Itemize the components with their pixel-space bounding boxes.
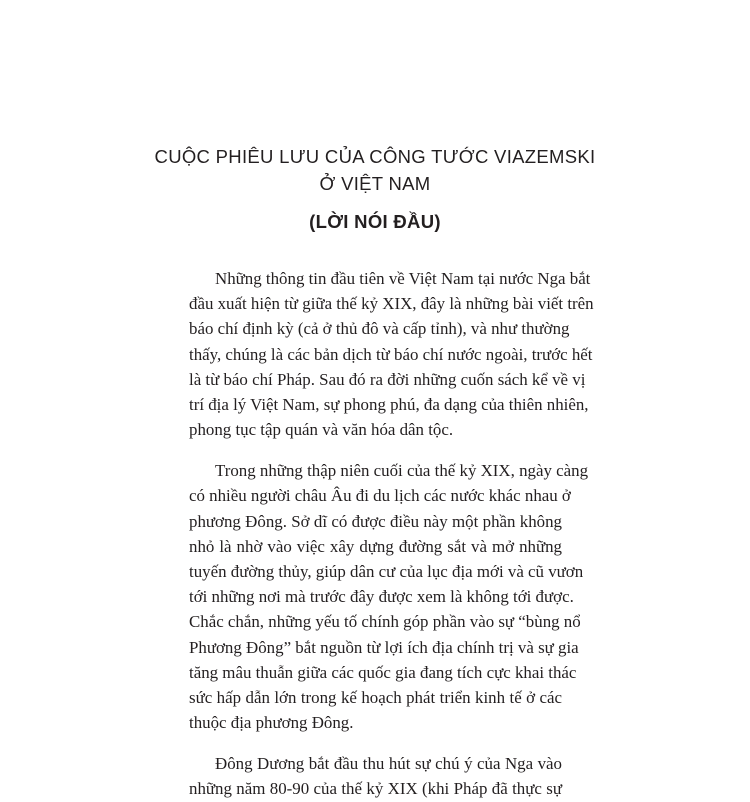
text-line: tới những nơi mà trước đây được xem là không tới được.	[189, 587, 574, 607]
chapter-subtitle: (LỜI NÓI ĐẦU)	[309, 211, 441, 232]
text-line: phong tục tập quán và văn hóa dân tộc.	[189, 420, 454, 440]
text-line: trí địa lý Việt Nam, sự phong phú, đa dạng của thiên nhiên,	[189, 395, 589, 415]
paragraph-2	[189, 458, 589, 735]
chapter-title-line-1: CUỘC PHIÊU LƯU CỦA CÔNG TƯỚC VIAZEMSKI	[154, 146, 596, 167]
text-line: Trong những thập niên cuối của thế kỷ XIX, ngày càng	[215, 461, 589, 481]
paragraph-3	[189, 751, 562, 801]
text-line: tăng mâu thuẫn giữa các quốc gia đang tích cực khai thác	[189, 662, 577, 682]
text-line: Chắc chắn, những yếu tố chính góp phần vào sự “bùng nổ	[189, 612, 581, 632]
text-line: đầu xuất hiện từ giữa thế kỷ XIX, đây là những bài viết trên	[189, 294, 594, 314]
text-line: Đông Dương bắt đầu thu hút sự chú ý của Nga vào	[215, 754, 562, 774]
text-line: thuộc địa phương Đông.	[189, 713, 354, 733]
chapter-title-line-2: Ở VIỆT NAM	[319, 173, 431, 194]
body-text	[189, 266, 594, 802]
paragraph-1	[189, 266, 594, 442]
text-line: những năm 80-90 của thế kỷ XIX (khi Pháp đã thực sự	[189, 779, 562, 799]
text-line: báo chí định kỳ (cả ở thủ đô và cấp tỉnh), và như thường	[189, 319, 570, 339]
text-line: Phương Đông” bắt nguồn từ lợi ích địa chính trị và sự gia	[189, 637, 579, 657]
text-line: nhỏ là nhờ vào việc xây dựng đường sắt và mở những	[189, 536, 562, 556]
text-line: là từ báo chí Pháp. Sau đó ra đời những cuốn sách kể về vị	[189, 369, 586, 389]
text-line: có nhiều người châu Âu đi du lịch các nước khác nhau ở	[189, 486, 571, 506]
text-line: tuyến đường thủy, giúp dân cư của lục địa mới và cũ vươn	[189, 562, 584, 582]
text-line: Những thông tin đầu tiên về Việt Nam tại nước Nga bắt	[215, 269, 591, 288]
text-line: phương Đông. Sở dĩ có được điều này một phần không	[189, 511, 562, 531]
text-line: sức hấp dẫn lớn trong kế hoạch phát triển kinh tế ở các	[189, 688, 562, 708]
text-line: thấy, chúng là các bản dịch từ báo chí nước ngoài, trước hết	[189, 344, 593, 364]
